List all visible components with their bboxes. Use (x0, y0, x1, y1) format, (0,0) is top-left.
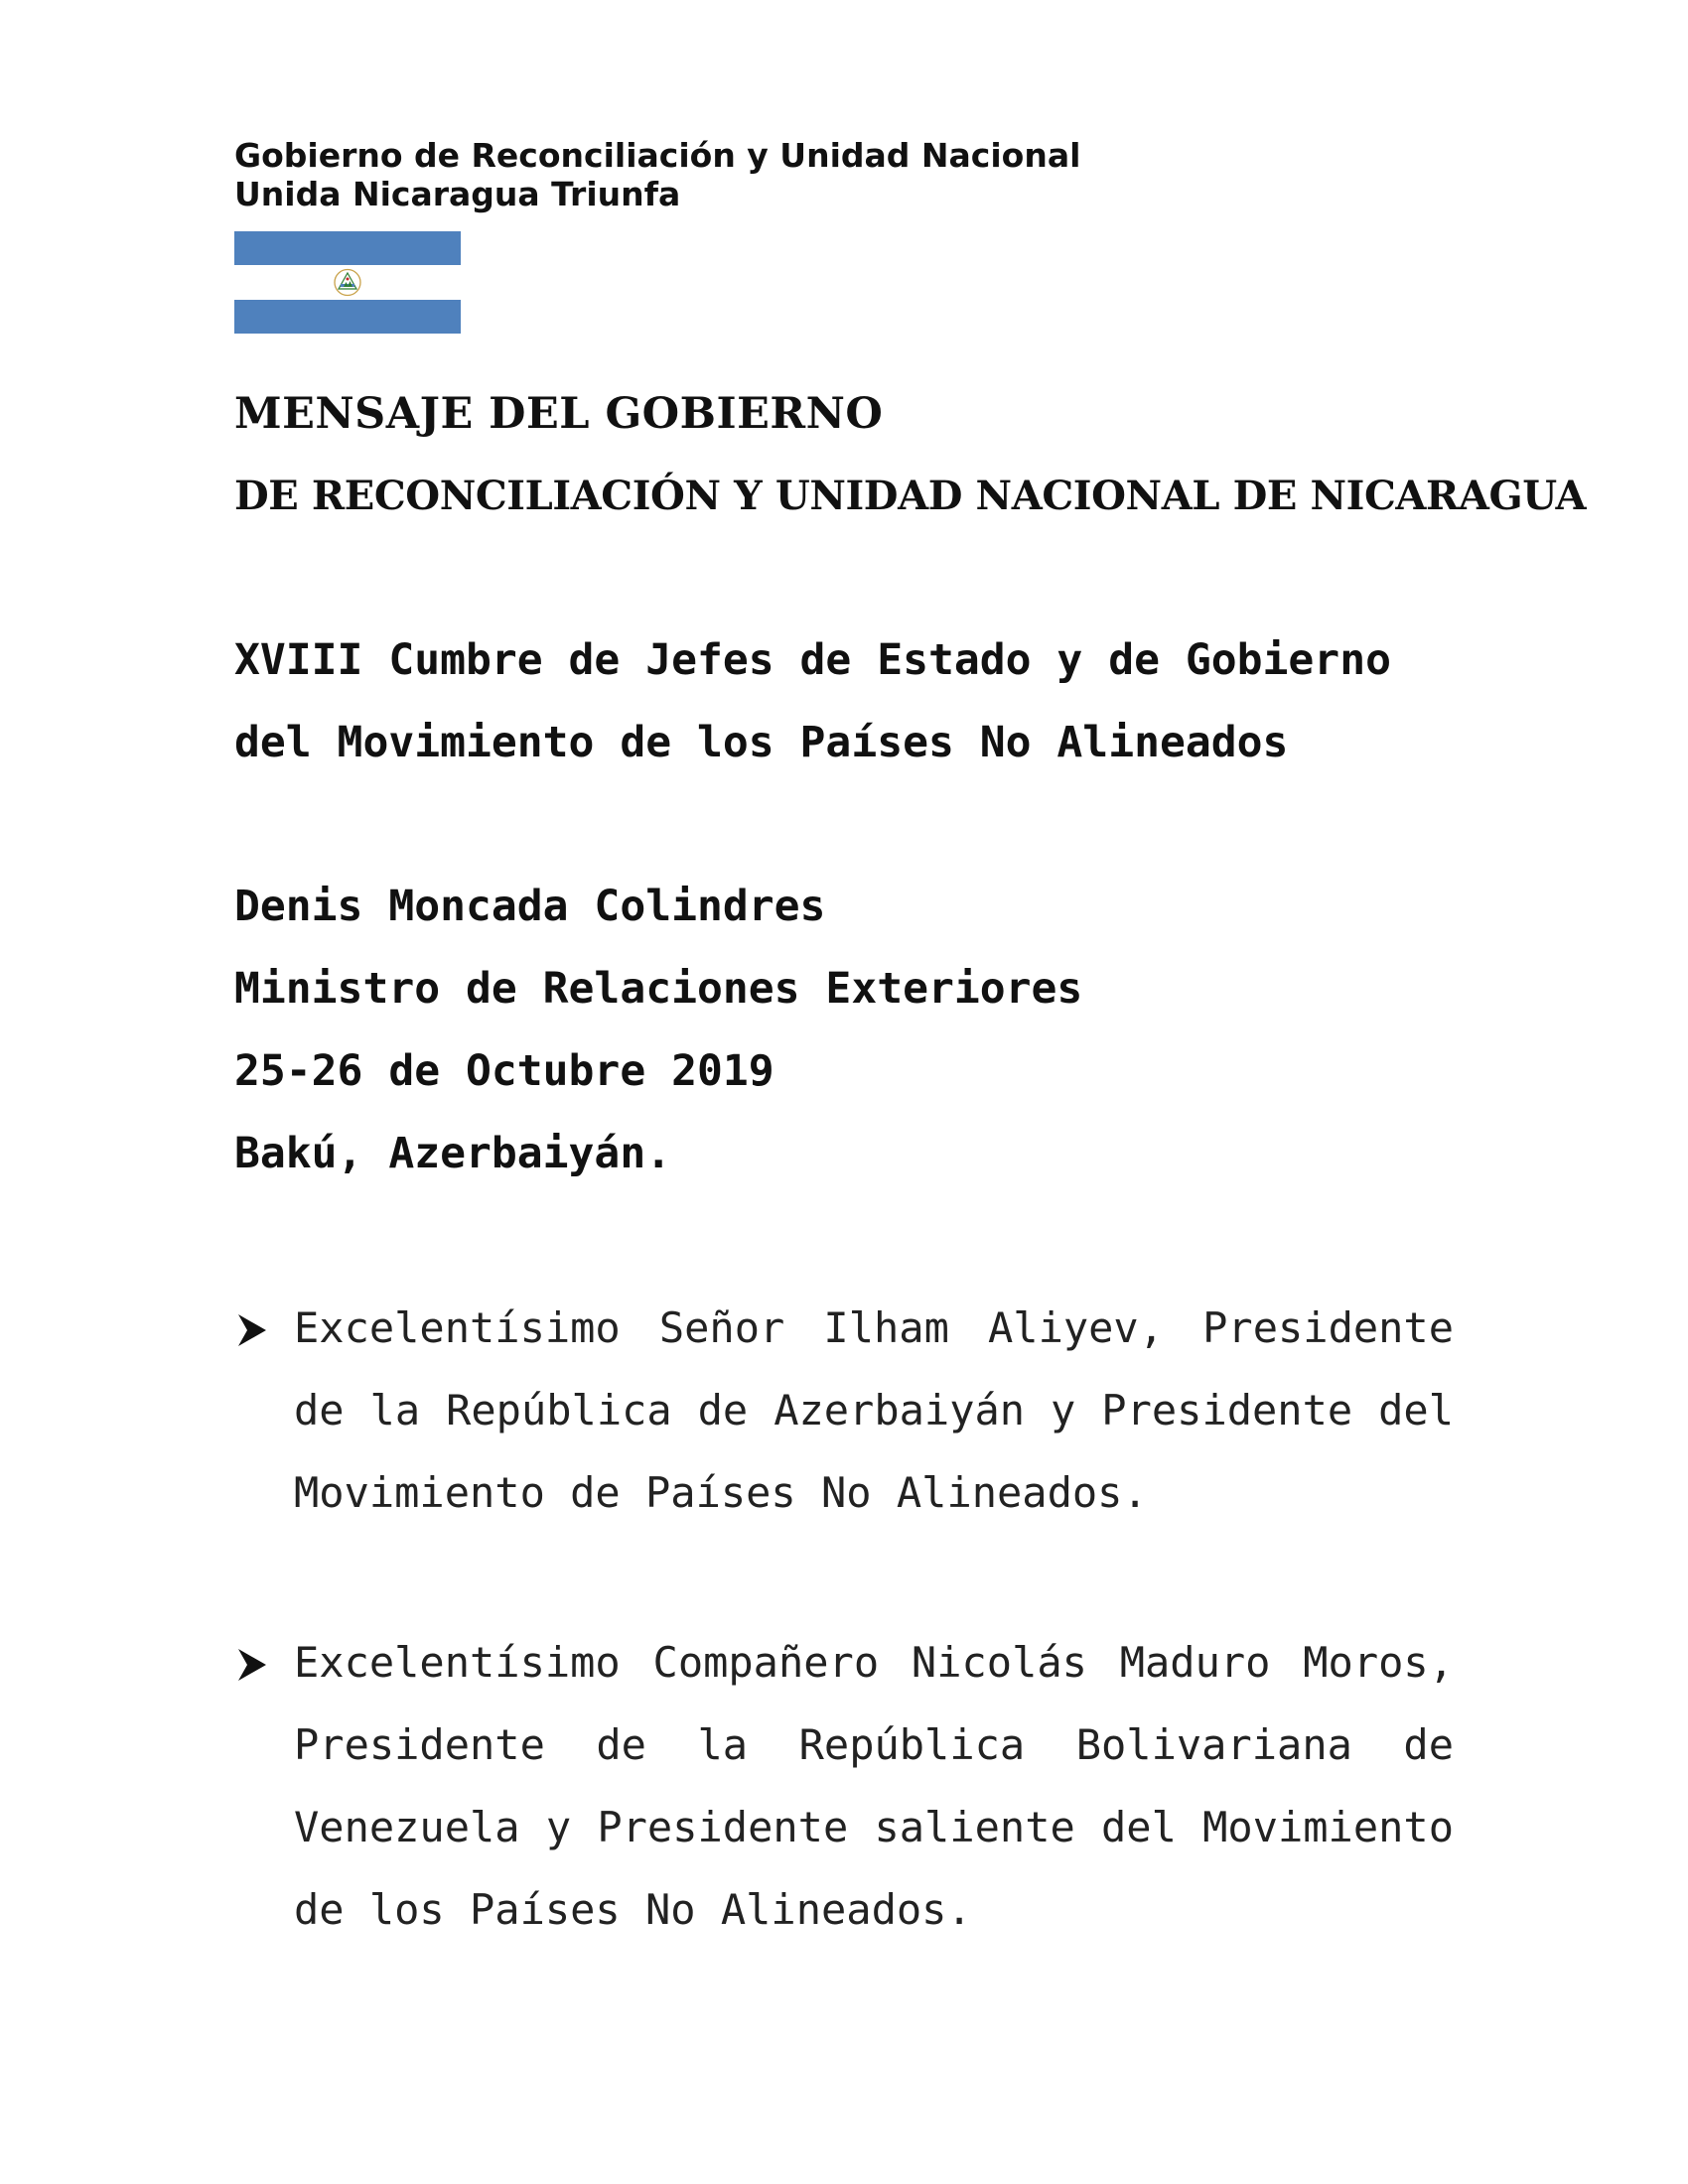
arrow-bullet-icon (234, 1645, 270, 1685)
speaker-name: Denis Moncada Colindres (234, 882, 826, 931)
event-date: 25-26 de Octubre 2019 (234, 1046, 774, 1096)
header-government-name: Gobierno de Reconciliación y Unidad Nacional (234, 136, 1081, 175)
nicaragua-flag-icon (234, 231, 461, 334)
flag-top-band (234, 231, 461, 265)
coat-of-arms-icon (330, 267, 365, 298)
message-title-line1: MENSAJE DEL GOBIERNO (234, 389, 884, 439)
header-slogan: Unida Nicaragua Triunfa (234, 175, 681, 213)
event-place: Bakú, Azerbaiyán. (234, 1129, 672, 1178)
arrow-bullet-icon (234, 1310, 270, 1350)
message-title-line2: DE RECONCILIACIÓN Y UNIDAD NACIONAL DE NICARAGUA (234, 473, 1587, 519)
salutation-text: Excelentísimo Compañero Nicolás Maduro Moros, Presidente de la República Bolivariana de Venezuela y Presidente saliente del Movimiento de los Países No Alineados. (294, 1638, 1454, 1934)
salutation-text: Excelentísimo Señor Ilham Aliyev, Presidente de la República de Azerbaiyán y Presidente del Movimiento de Países No Alineados. (294, 1303, 1454, 1517)
speaker-position: Ministro de Relaciones Exteriores (234, 964, 1083, 1014)
flag-bottom-band (234, 300, 461, 334)
event-title-line1: XVIII Cumbre de Jefes de Estado y de Gobierno (234, 635, 1391, 685)
event-title-line2: del Movimiento de los Países No Alineados (234, 718, 1289, 767)
